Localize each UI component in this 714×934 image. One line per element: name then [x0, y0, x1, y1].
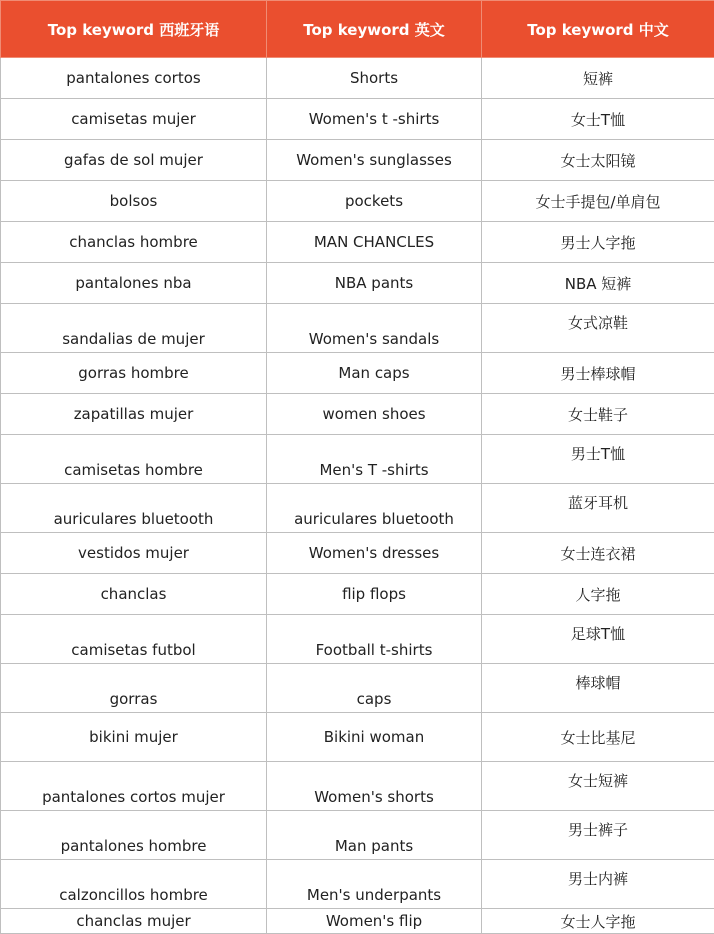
- cell-english: auriculares bluetooth: [267, 484, 482, 533]
- cell-chinese: 女式凉鞋: [482, 304, 714, 353]
- cell-spanish: gorras: [1, 664, 267, 713]
- cell-chinese: 女士太阳镜: [482, 140, 714, 181]
- table-header: [1, 1, 714, 58]
- cell-spanish: auriculares bluetooth: [1, 484, 267, 533]
- cell-spanish: camisetas futbol: [1, 615, 267, 664]
- table-row: [1, 574, 714, 615]
- cell-chinese: 女士比基尼: [482, 713, 714, 762]
- cell-spanish: bolsos: [1, 181, 267, 222]
- cell-spanish: gorras hombre: [1, 353, 267, 394]
- cell-chinese: 男士T恤: [482, 435, 714, 484]
- table-row: [1, 533, 714, 574]
- cell-chinese: NBA 短裤: [482, 263, 714, 304]
- cell-chinese: 足球T恤: [482, 615, 714, 664]
- cell-chinese: 男士裤子: [482, 811, 714, 860]
- cell-chinese: 人字拖: [482, 574, 714, 615]
- cell-spanish: bikini mujer: [1, 713, 267, 762]
- table-row: [1, 58, 714, 99]
- cell-english: NBA pants: [267, 263, 482, 304]
- cell-english: Women's dresses: [267, 533, 482, 574]
- cell-english: pockets: [267, 181, 482, 222]
- cell-chinese: 女士连衣裙: [482, 533, 714, 574]
- table-row: [1, 615, 714, 664]
- header-row: [1, 1, 714, 58]
- cell-spanish: pantalones hombre: [1, 811, 267, 860]
- cell-spanish: camisetas mujer: [1, 99, 267, 140]
- table-row: [1, 909, 714, 934]
- cell-chinese: 女士手提包/单肩包: [482, 181, 714, 222]
- table-row: [1, 811, 714, 860]
- header-spanish: Top keyword 西班牙语: [1, 1, 267, 58]
- cell-spanish: pantalones cortos mujer: [1, 762, 267, 811]
- cell-spanish: calzoncillos hombre: [1, 860, 267, 909]
- cell-spanish: pantalones cortos: [1, 58, 267, 99]
- cell-english: caps: [267, 664, 482, 713]
- table-row: [1, 353, 714, 394]
- cell-spanish: sandalias de mujer: [1, 304, 267, 353]
- cell-chinese: 女士T恤: [482, 99, 714, 140]
- table-row: [1, 140, 714, 181]
- table-row: [1, 222, 714, 263]
- cell-spanish: chanclas hombre: [1, 222, 267, 263]
- cell-english: Bikini woman: [267, 713, 482, 762]
- cell-chinese: 男士内裤: [482, 860, 714, 909]
- cell-english: women shoes: [267, 394, 482, 435]
- table-row: [1, 181, 714, 222]
- table-row: [1, 860, 714, 909]
- cell-spanish: zapatillas mujer: [1, 394, 267, 435]
- cell-chinese: 蓝牙耳机: [482, 484, 714, 533]
- cell-english: Women's sandals: [267, 304, 482, 353]
- cell-chinese: 短裤: [482, 58, 714, 99]
- table-row: [1, 304, 714, 353]
- cell-spanish: chanclas: [1, 574, 267, 615]
- table-row: [1, 762, 714, 811]
- cell-spanish: pantalones nba: [1, 263, 267, 304]
- table-row: [1, 263, 714, 304]
- cell-spanish: gafas de sol mujer: [1, 140, 267, 181]
- cell-english: Women's flip: [267, 909, 482, 934]
- cell-english: Shorts: [267, 58, 482, 99]
- cell-spanish: chanclas mujer: [1, 909, 267, 934]
- table-row: [1, 664, 714, 713]
- table-row: [1, 435, 714, 484]
- header-english: Top keyword 英文: [267, 1, 482, 58]
- cell-chinese: 女士短裤: [482, 762, 714, 811]
- cell-spanish: camisetas hombre: [1, 435, 267, 484]
- cell-english: Women's t -shirts: [267, 99, 482, 140]
- cell-chinese: 女士人字拖: [482, 909, 714, 934]
- header-chinese: Top keyword 中文: [482, 1, 714, 58]
- cell-english: Men's T -shirts: [267, 435, 482, 484]
- cell-chinese: 男士棒球帽: [482, 353, 714, 394]
- cell-english: Women's sunglasses: [267, 140, 482, 181]
- cell-chinese: 棒球帽: [482, 664, 714, 713]
- cell-english: Man pants: [267, 811, 482, 860]
- cell-english: Men's underpants: [267, 860, 482, 909]
- table-body: [1, 58, 714, 934]
- cell-chinese: 女士鞋子: [482, 394, 714, 435]
- cell-spanish: vestidos mujer: [1, 533, 267, 574]
- cell-english: Football t-shirts: [267, 615, 482, 664]
- table-row: [1, 99, 714, 140]
- cell-english: MAN CHANCLES: [267, 222, 482, 263]
- cell-english: Women's shorts: [267, 762, 482, 811]
- table-row: [1, 713, 714, 762]
- table-row: [1, 484, 714, 533]
- cell-chinese: 男士人字拖: [482, 222, 714, 263]
- table-row: [1, 394, 714, 435]
- cell-english: Man caps: [267, 353, 482, 394]
- cell-english: flip flops: [267, 574, 482, 615]
